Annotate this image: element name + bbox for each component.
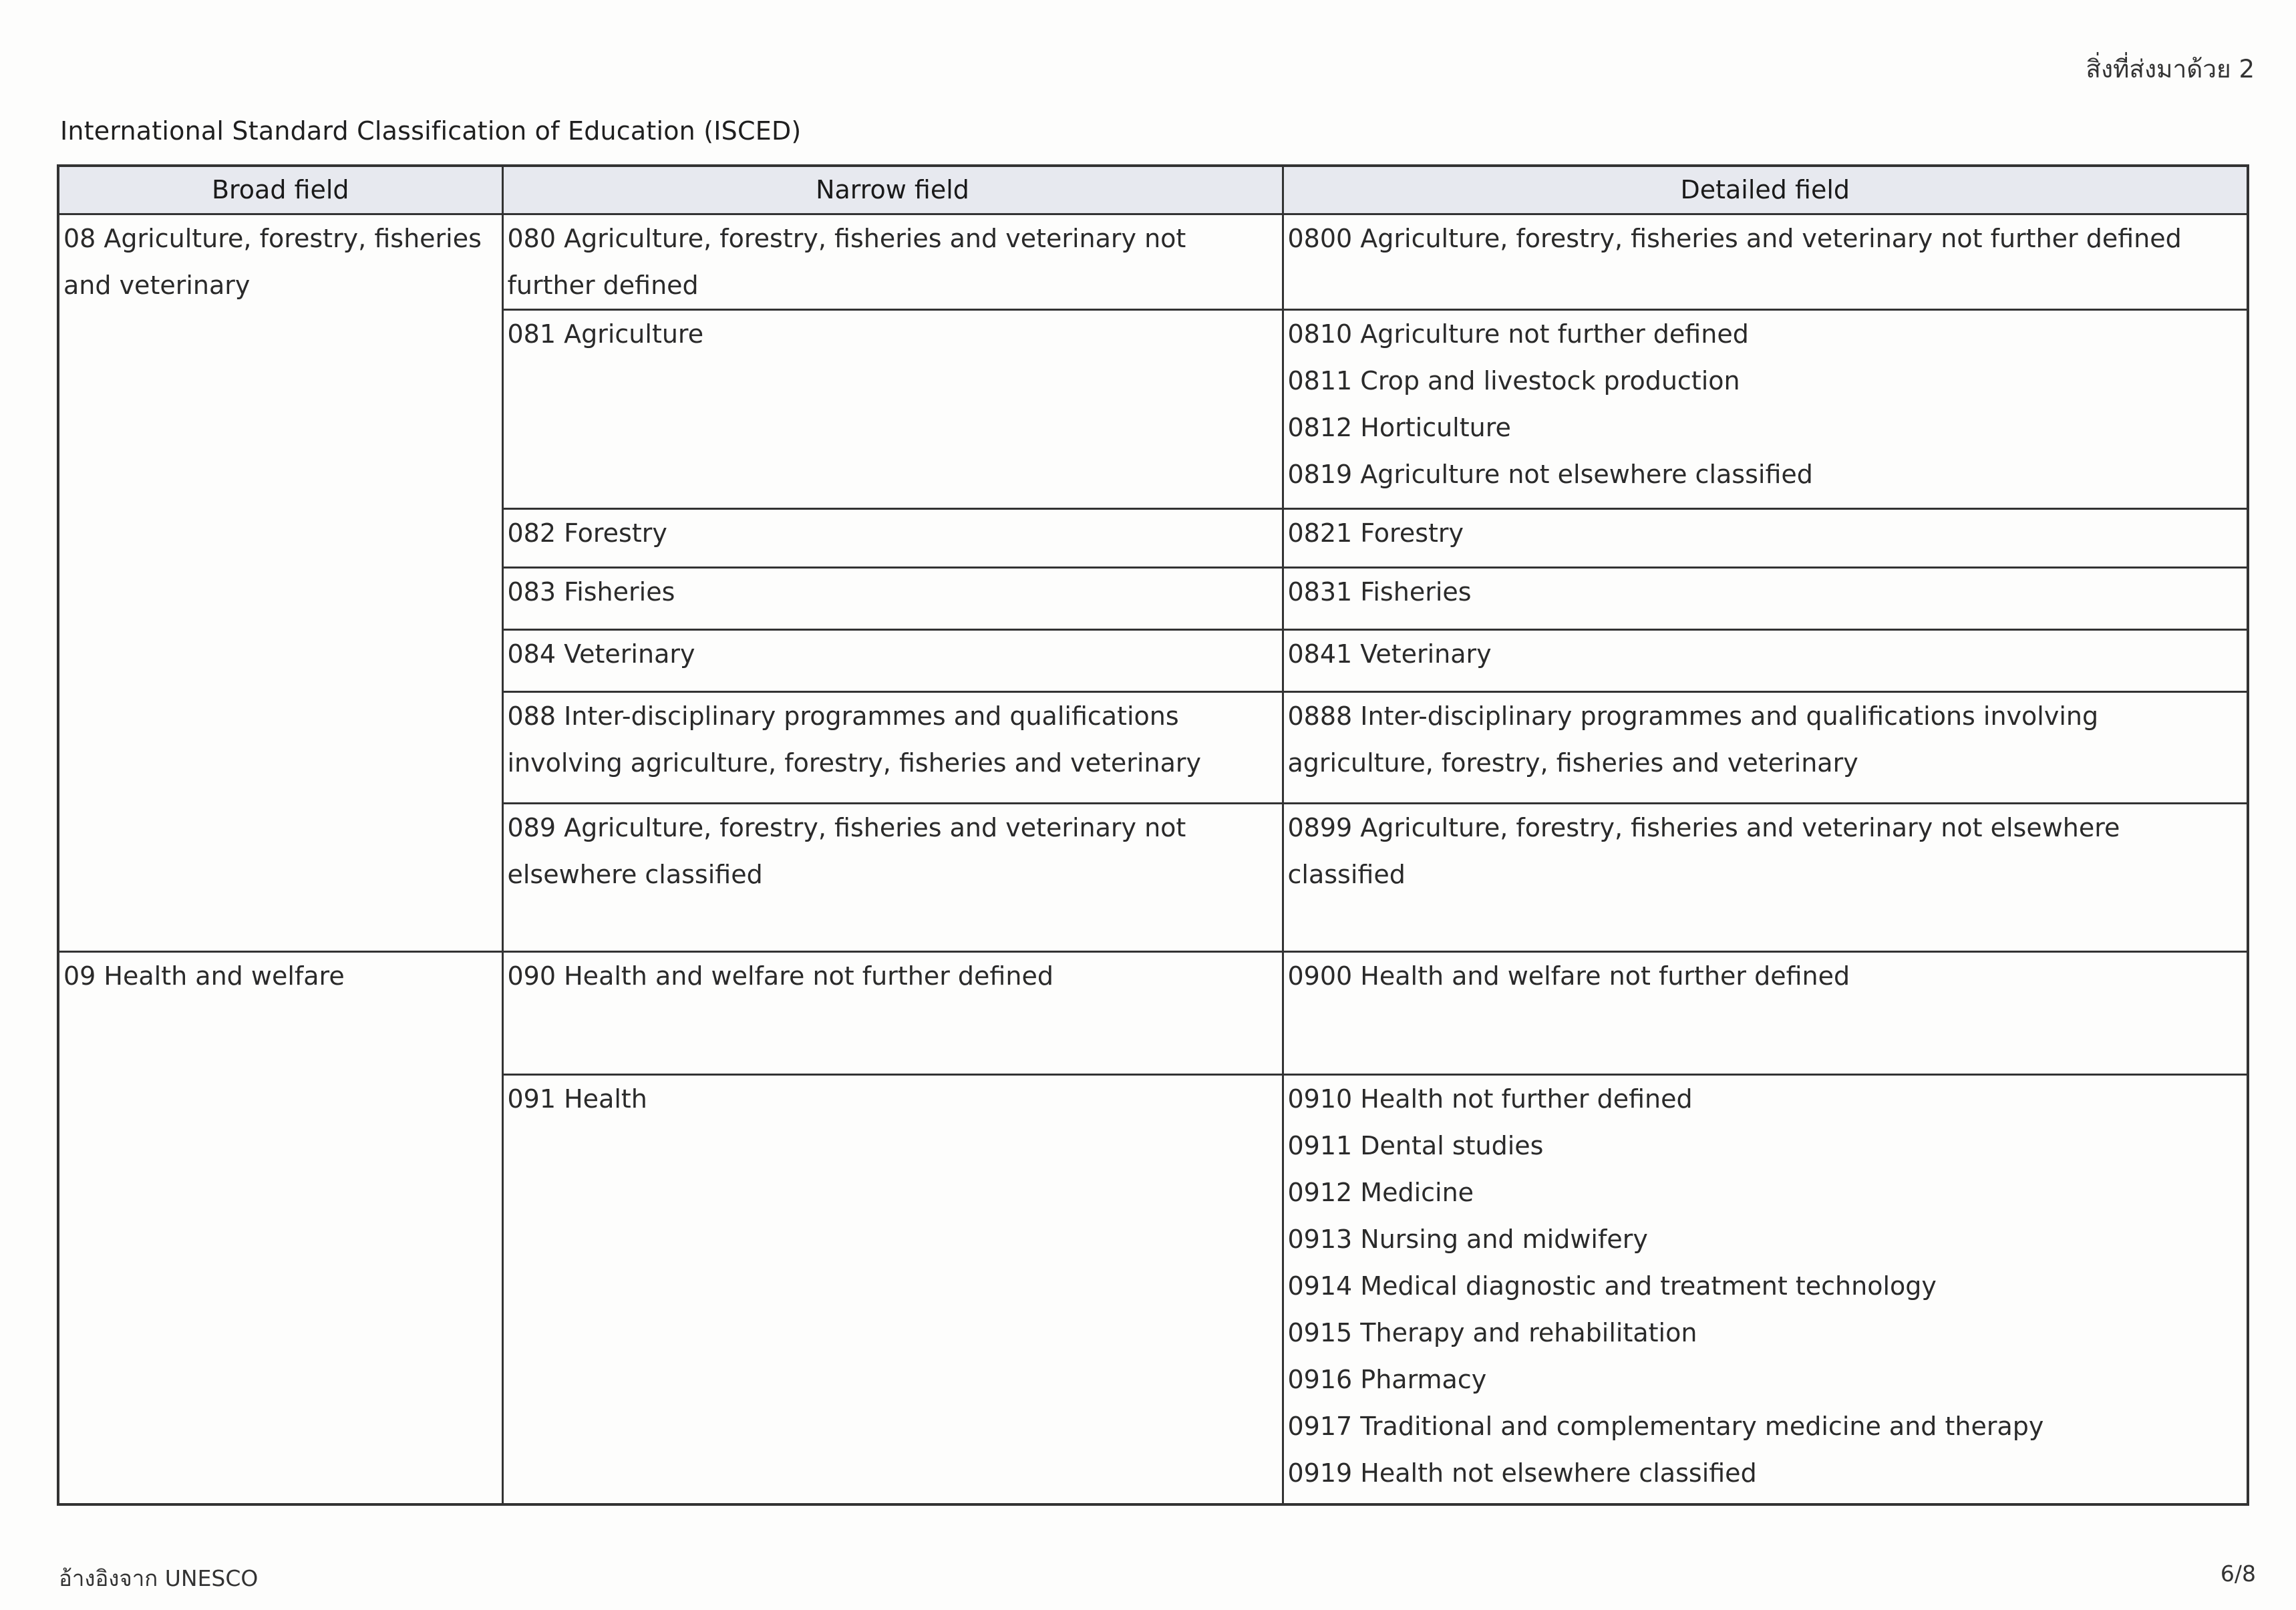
detailed-field-item: 0912 Medicine — [1287, 1177, 1474, 1207]
narrow-field-cell: 090 Health and welfare not further defined — [502, 951, 1283, 1074]
table-row — [58, 214, 2248, 309]
detailed-field-item: 0899 Agriculture, forestry, fisheries and veterinary not elsewhere classified — [1287, 812, 2120, 889]
detailed-field-item: 0810 Agriculture not further defined — [1287, 319, 1749, 349]
document-title: International Standard Classification of Education (ISCED) — [60, 116, 802, 146]
header-detailed-field: Detailed field — [1283, 166, 2248, 214]
detailed-field-item: 0831 Fisheries — [1287, 577, 1472, 607]
detailed-field-item: 0914 Medical diagnostic and treatment technology — [1287, 1271, 1937, 1301]
detailed-field-item: 0841 Veterinary — [1287, 639, 1492, 669]
header-row — [58, 166, 2248, 214]
broad-field-cell: 08 Agriculture, forestry, fisheries and veterinary — [58, 214, 502, 951]
detailed-field-cell — [1283, 629, 2248, 691]
detailed-field-cell — [1283, 951, 2248, 1074]
detailed-field-cell — [1283, 214, 2248, 309]
narrow-field-cell: 081 Agriculture — [502, 309, 1283, 508]
detailed-field-item: 0910 Health not further defined — [1287, 1084, 1693, 1114]
header-narrow-field: Narrow field — [502, 166, 1283, 214]
table-row — [58, 951, 2248, 1074]
detailed-field-cell — [1283, 691, 2248, 803]
detailed-field-cell — [1283, 567, 2248, 629]
detailed-field-item: 0888 Inter-disciplinary programmes and qualifications involving agriculture, forestry, fisheries and veterinary — [1287, 701, 2099, 778]
detailed-field-item: 0812 Horticulture — [1287, 412, 1511, 442]
detailed-field-item: 0819 Agriculture not elsewhere classified — [1287, 459, 1813, 489]
page-number: 6/8 — [2220, 1561, 2256, 1587]
detailed-field-item: 0916 Pharmacy — [1287, 1364, 1487, 1394]
detailed-field-item: 0911 Dental studies — [1287, 1130, 1544, 1160]
detailed-field-item: 0900 Health and welfare not further defined — [1287, 961, 1850, 991]
narrow-field-cell: 082 Forestry — [502, 508, 1283, 567]
detailed-field-cell — [1283, 309, 2248, 508]
header-broad-field: Broad field — [58, 166, 502, 214]
narrow-field-cell: 091 Health — [502, 1074, 1283, 1504]
detailed-field-item: 0913 Nursing and midwifery — [1287, 1224, 1648, 1254]
enclosure-label: สิ่งที่ส่งมาด้วย 2 — [2086, 55, 2255, 84]
narrow-field-cell: 083 Fisheries — [502, 567, 1283, 629]
detailed-field-item: 0800 Agriculture, forestry, fisheries and veterinary not further defined — [1287, 223, 2182, 253]
narrow-field-cell: 084 Veterinary — [502, 629, 1283, 691]
narrow-field-cell: 080 Agriculture, forestry, fisheries and veterinary not further defined — [502, 214, 1283, 309]
detailed-field-cell — [1283, 508, 2248, 567]
narrow-field-cell: 088 Inter-disciplinary programmes and qualifications involving agriculture, forestry, fisheries and veterinary — [502, 691, 1283, 803]
narrow-field-cell: 089 Agriculture, forestry, fisheries and veterinary not elsewhere classified — [502, 803, 1283, 951]
detailed-field-cell — [1283, 1074, 2248, 1504]
detailed-field-item: 0917 Traditional and complementary medicine and therapy — [1287, 1411, 2044, 1441]
detailed-field-item: 0919 Health not elsewhere classified — [1287, 1458, 1757, 1488]
source-note: อ้างอิงจาก UNESCO — [59, 1565, 259, 1591]
broad-field-cell: 09 Health and welfare — [58, 951, 502, 1504]
isced-table — [57, 164, 2249, 1506]
detailed-field-cell — [1283, 803, 2248, 951]
detailed-field-item: 0821 Forestry — [1287, 518, 1464, 548]
detailed-field-item: 0811 Crop and livestock production — [1287, 365, 1740, 395]
detailed-field-item: 0915 Therapy and rehabilitation — [1287, 1317, 1697, 1347]
